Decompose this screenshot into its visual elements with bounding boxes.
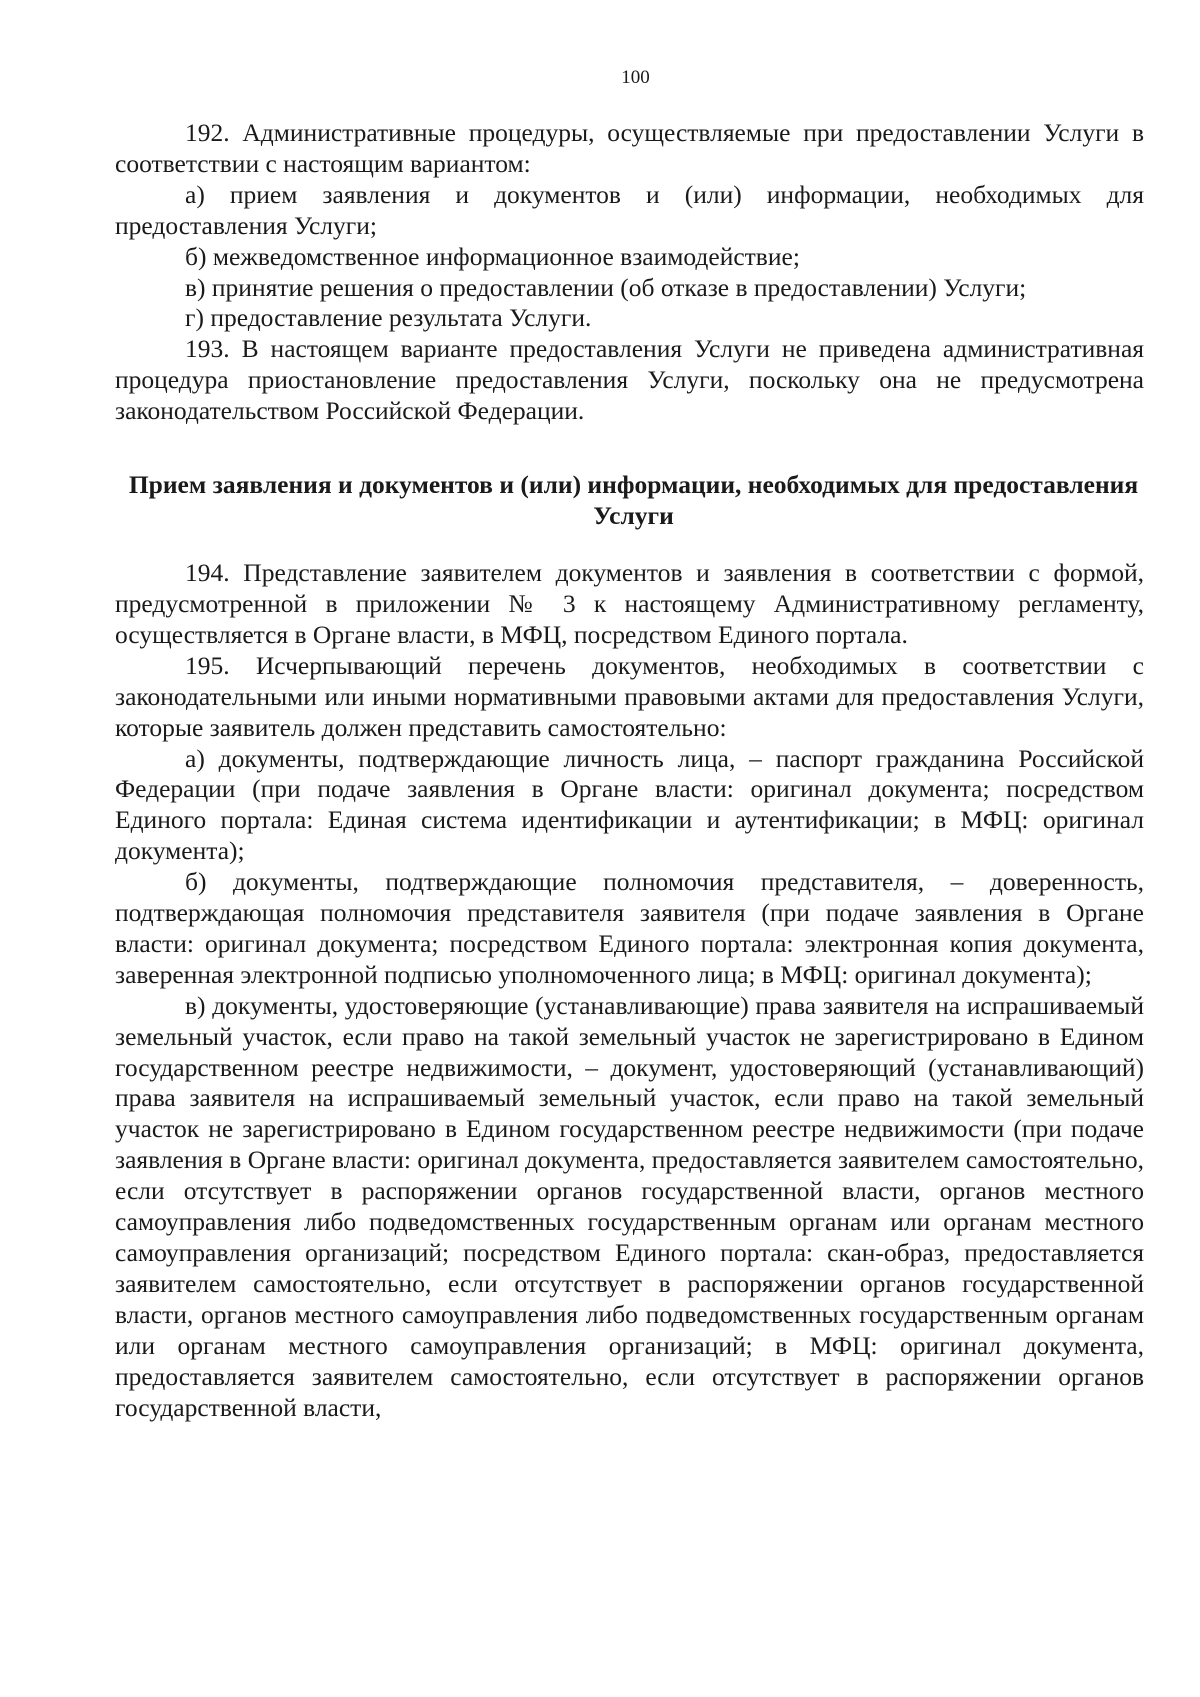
paragraph-194: 194. Представление заявителем документов и заявления в соответствии с формой, предусмотренной в приложении № 3 к настоящему Административному регламенту, осуществляется в Органе власти, в МФЦ, посредством Единого портала. (115, 558, 1144, 649)
body-text-bottom (115, 558, 1144, 1423)
paragraph-192-a: а) прием заявления и документов и (или) информации, необходимых для предоставления Услуги; (115, 179, 1144, 240)
paragraph-192-v: в) принятие решения о предоставлении (об отказе в предоставлении) Услуги; (185, 272, 1027, 302)
paragraph-195: 195. Исчерпывающий перечень документов, необходимых в соответствии с законодательными или иными нормативными правовыми актами для предоставления Услуги, которые заявитель должен представить самостоятельно: (115, 650, 1144, 742)
page-number: 100 (621, 67, 650, 88)
paragraph-195-a: а) документы, подтверждающие личность лица, – паспорт гражданина Российской Федерации (при подаче заявления в Органе власти: оригинал документа; посредством Единого портала: Единая система идентификации и аутентификации; в МФЦ: оригинал документа); (115, 743, 1144, 866)
paragraph-195-v: в) документы, удостоверяющие (устанавливающие) права заявителя на испрашиваемый земельный участок, если право на такой земельный участок не зарегистрировано в Едином государственном реестре недвижимости, – документ, удостоверяющий (устанавливающий) права заявителя на испрашиваемый земельный участок, если право на такой земельный участок не зарегистрировано в Едином государственном реестре недвижимости (при подаче заявления в Органе власти: оригинал документа, предоставляется заявителем самостоятельно, если отсутствует в распоряжении органов государственной власти, органов местного самоуправления либо подведомственных государственным органам или органам местного самоуправления организаций; посредством Единого портала: скан-образ, предоставляется заявителем самостоятельно, если отсутствует в распоряжении органов государственной власти, органов местного самоуправления либо подведомственных государственным органам или органам местного самоуправления организаций; в МФЦ: оригинал документа, предоставляется заявителем самостоятельно, если отсутствует в распоряжении органов государственной власти, (115, 990, 1144, 1422)
paragraph-192: 192. Административные процедуры, осуществляемые при предоставлении Услуги в соответствии с настоящим вариантом: (115, 118, 1144, 178)
paragraph-192-b: б) межведомственное информационное взаимодействие; (185, 241, 800, 271)
paragraph-195-b: б) документы, подтверждающие полномочия представителя, – доверенность, подтверждающая полномочия представителя заявителя (при подаче заявления в Органе власти: оригинал документа; посредством Единого портала: электронная копия документа, заверенная электронной подписью уполномоченного лица; в МФЦ: оригинал документа); (115, 867, 1144, 989)
body-text-top (115, 118, 1144, 427)
paragraph-192-g: г) предоставление результата Услуги. (185, 303, 592, 333)
section-heading: Прием заявления и документов и (или) информации, необходимых для предоставления Услуги (128, 470, 1139, 531)
paragraph-193: 193. В настоящем варианте предоставления Услуги не приведена административная процедура приостановление предоставления Услуги, поскольку она не предусмотрена законодательством Российской Федерации. (115, 334, 1144, 426)
